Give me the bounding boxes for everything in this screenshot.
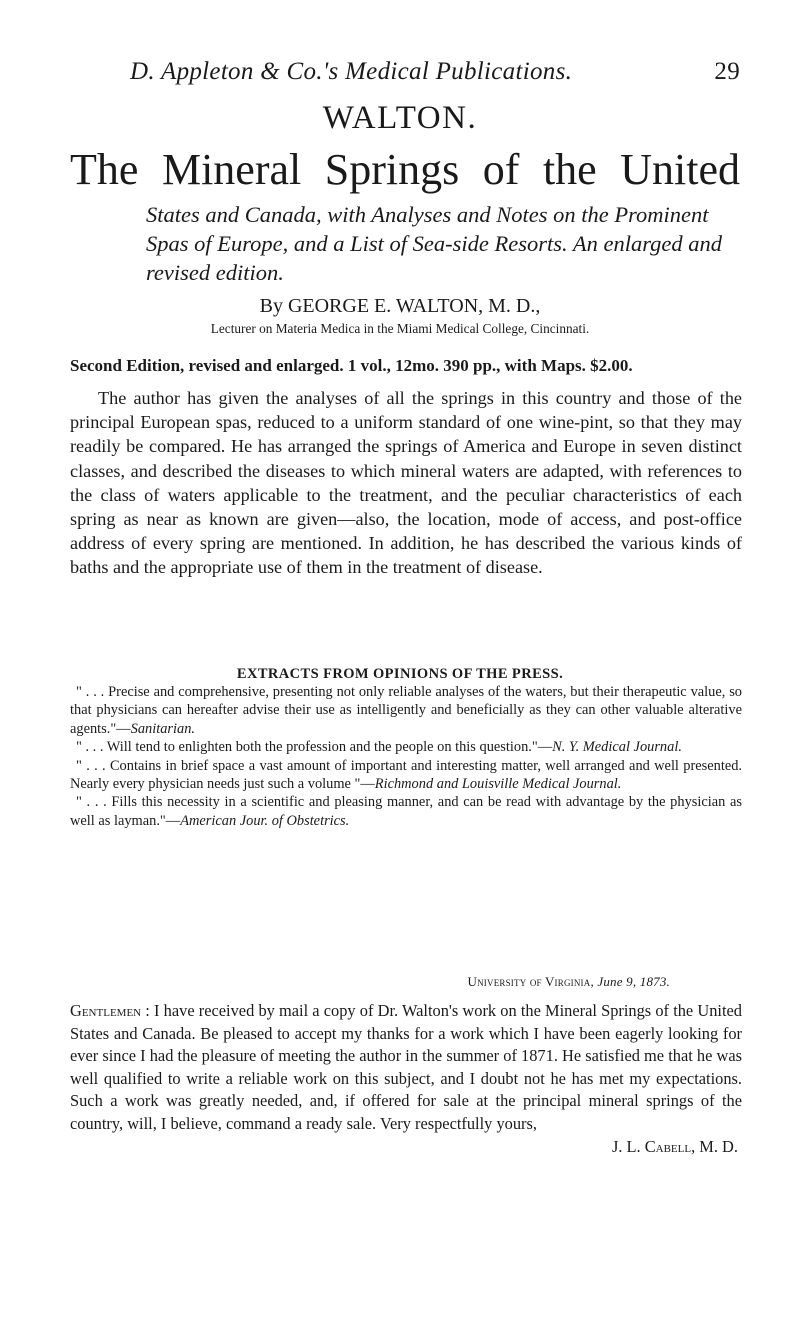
letter-date: June 9, 1873. (597, 974, 670, 989)
letter-dateline (70, 974, 670, 990)
press-extract (70, 793, 742, 830)
extract-source: Sanitarian. (130, 720, 196, 737)
extract-text: " . . . Precise and comprehensive, presenting not only reliable analyses of the waters, but their therapeutic value, so that physicians can hereafter advise their use as intelligently and beneficially as they can other valuable alterative agents."— (70, 684, 742, 737)
press-extract (70, 738, 742, 756)
author-heading: WALTON. (322, 100, 478, 136)
page-number: 29 (714, 58, 740, 85)
author-byline: By GEORGE E. WALTON, M. D., (259, 295, 541, 317)
extract-text: " . . . Contains in brief space a vast amount of important and interesting matter, well arranged and well presented. Nearly every physician needs just such a volume "— (70, 757, 742, 793)
extract-text: " . . . Will tend to enlighten both the profession and the people on this question."— (76, 739, 553, 756)
press-extract (70, 757, 742, 794)
book-description: The author has given the analyses of all the springs in this country and those of the principal European spas, reduced to a uniform standard of one wine-pint, so that they may readily be compared. He has arranged the springs of America and Europe in seven distinct classes, and described the diseases to which mineral waters are adapted, with references to the class of waters applicable to the treatment, and the peculiar characteristics of each spring as near as known are given—also, the location, mode of access, and post-office address of every spring are mentioned. In addition, he has described the various kinds of baths and the appropriate use of them in the treatment of disease. (70, 388, 742, 578)
book-title: The Mineral Springs of the United (70, 145, 740, 194)
letter-salutation: Gentlemen : (70, 1001, 150, 1020)
press-extracts (70, 683, 742, 830)
press-extracts-heading: EXTRACTS FROM OPINIONS OF THE PRESS. (236, 666, 564, 682)
letter-body: I have received by mail a copy of Dr. Walton's work on the Mineral Springs of the United States and Canada. Be pleased to accept my thanks for a work which I have been eagerly looking for ever since I had the pleasure of meeting the author in the summer of 1871. He satisfied me that he was well qualified to write a reliable work on this subject, and I doubt not he has met my expectations. Such a work was greatly needed, and, if offered for sale at the principal mineral springs of the country, will, I believe, command a ready sale. Very respectfully yours, (70, 1001, 742, 1133)
extract-source: American Jour. of Obstetrics. (180, 812, 350, 829)
extract-source: N. Y. Medical Journal. (552, 739, 682, 756)
author-affiliation: Lecturer on Materia Medica in the Miami Medical College, Cincinnati. (210, 321, 590, 336)
extract-text: " . . . Fills this necessity in a scientific and pleasing manner, and can be read with advantage by the physician as well as layman."— (70, 794, 742, 829)
letter-place: University of Virginia, (467, 974, 594, 989)
publisher-running-title: D. Appleton & Co.'s Medical Publications. (130, 58, 573, 85)
book-subtitle: States and Canada, with Analyses and Notes on the Prominent Spas of Europe, and a List of Sea-side Resorts. An enlarged and revised edition. (146, 202, 723, 285)
letter-signature: J. L. Cabell, M. D. (611, 1137, 738, 1156)
extract-source: Richmond and Louisville Medical Journal. (374, 776, 622, 793)
testimonial-letter (70, 1000, 742, 1136)
press-extract (70, 683, 742, 738)
running-head (130, 58, 740, 86)
edition-details: Second Edition, revised and enlarged. 1 vol., 12mo. 390 pp., with Maps. $2.00. (70, 356, 633, 375)
